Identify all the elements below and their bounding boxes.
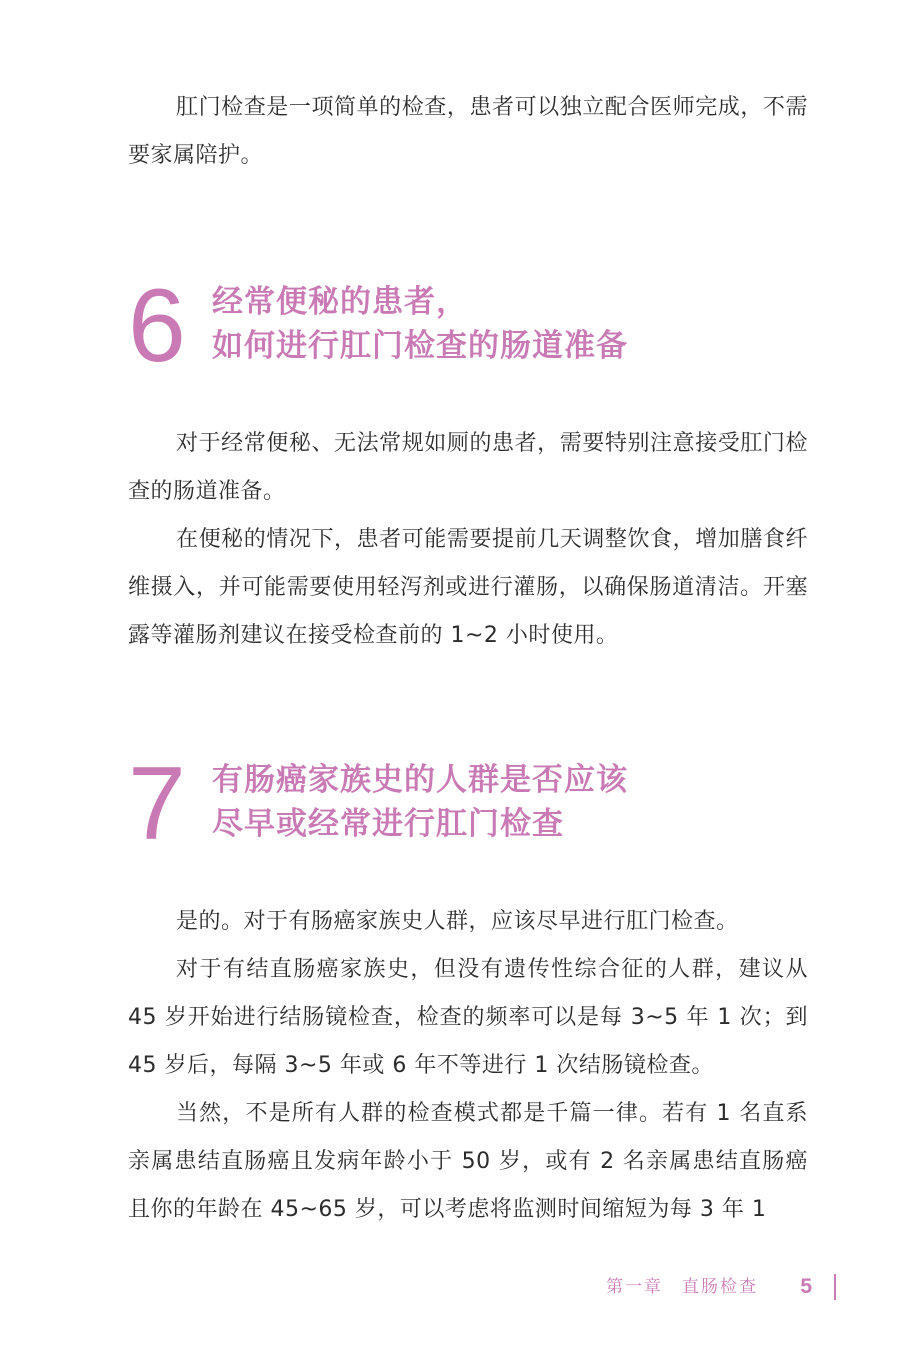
section-7-paragraph-3: 当然，不是所有人群的检查模式都是千篇一律。若有 1 名直系亲属患结直肠癌且发病年龄小于 50 岁，或有 2 名亲属患结直肠癌且你的年龄在 45~65 岁，可以考虑将监测时间缩短为每 3 年 1	[128, 1101, 808, 1222]
intro-paragraph: 肛门检查是一项简单的检查，患者可以独立配合医师完成，不需要家属陪护。	[128, 95, 808, 168]
section-7-paragraph-1: 是的。对于有肠癌家族史人群，应该尽早进行肛门检查。	[176, 909, 739, 934]
section-6-number: 6	[128, 268, 186, 384]
section-6-title-line-1: 经常便秘的患者，	[212, 284, 468, 320]
section-6-paragraph-1: 对于经常便秘、无法常规如厕的患者，需要特别注意接受肛门检查的肠道准备。	[128, 431, 808, 504]
section-7-number: 7	[128, 746, 186, 862]
section-6-title-line-2: 如何进行肛门检查的肠道准备	[212, 328, 628, 364]
footer-chapter-title: 第一章 直肠检查	[606, 1277, 758, 1297]
section-7-title-line-1: 有肠癌家族史的人群是否应该	[212, 762, 628, 798]
section-6-title	[212, 280, 628, 368]
page-number: 5	[800, 1275, 812, 1298]
footer-divider	[834, 1274, 836, 1300]
page-footer	[560, 1272, 850, 1302]
section-7-title-line-2: 尽早或经常进行肛门检查	[212, 806, 564, 842]
section-7-paragraph-2: 对于有结直肠癌家族史，但没有遗传性综合征的人群，建议从 45 岁开始进行结肠镜检查，检查的频率可以是每 3~5 年 1 次；到 45 岁后，每隔 3~5 年或 6 年不等进行 1 次结肠镜检查。	[128, 957, 808, 1078]
section-7-heading	[128, 746, 808, 862]
section-7-title	[212, 758, 628, 846]
section-6-paragraph-2: 在便秘的情况下，患者可能需要提前几天调整饮食，增加膳食纤维摄入，并可能需要使用轻泻剂或进行灌肠，以确保肠道清洁。开塞露等灌肠剂建议在接受检查前的 1~2 小时使用。	[128, 527, 808, 648]
section-6-heading	[128, 268, 808, 384]
